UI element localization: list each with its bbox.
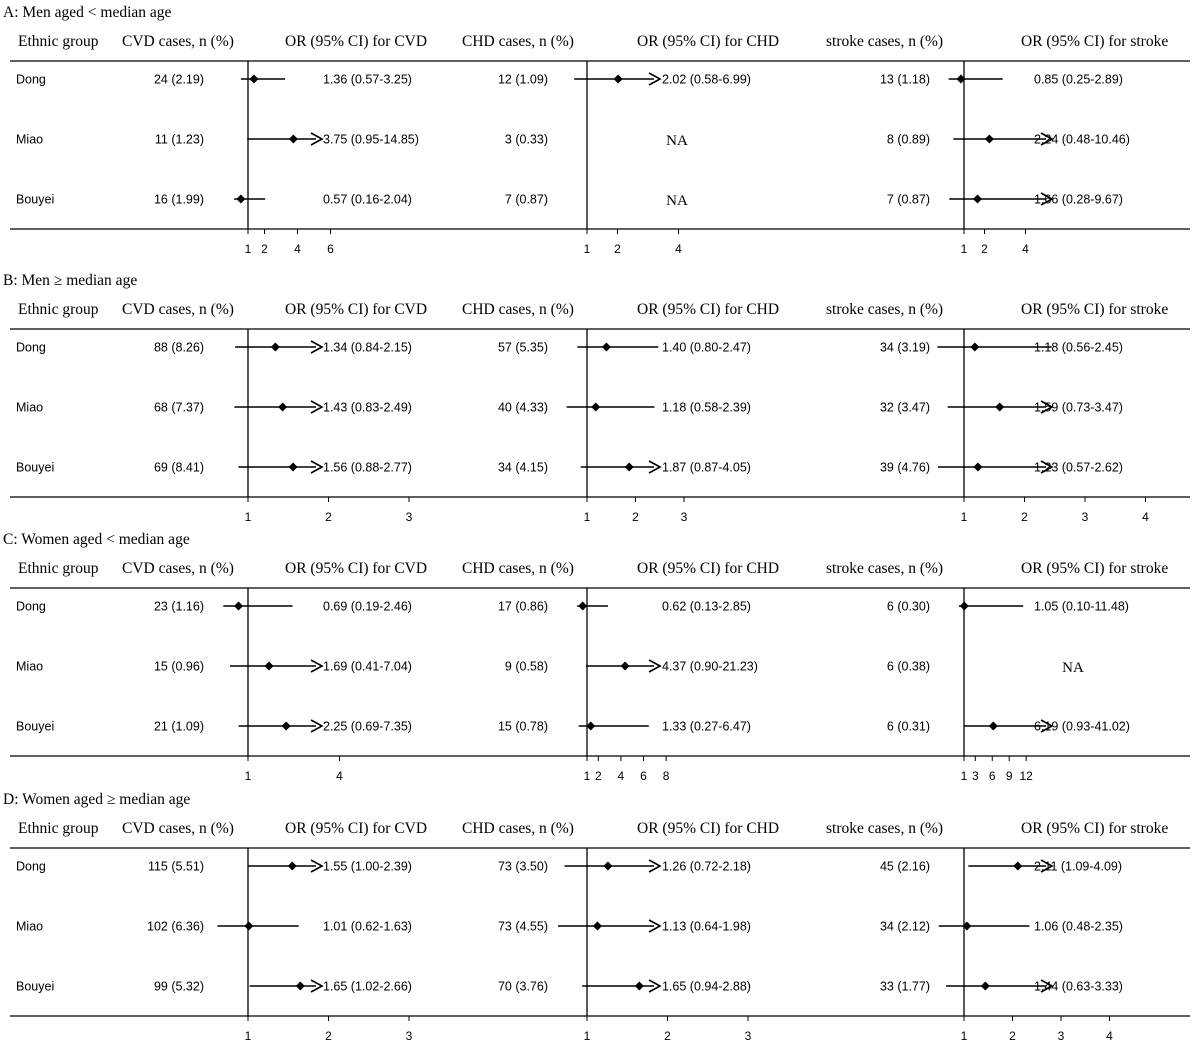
tick-label: 1	[244, 242, 252, 256]
or-point	[271, 343, 280, 352]
tick-label: 1	[583, 510, 591, 524]
or-ci-label: 0.57 (0.16-2.04)	[323, 192, 412, 207]
cases-value: 16 (1.99)	[153, 192, 204, 207]
or-ci-label: 1.65 (0.94-2.88)	[662, 979, 751, 994]
cases-value: 69 (8.41)	[153, 460, 204, 475]
cases-value: 15 (0.78)	[497, 719, 548, 734]
tick-label: 2	[614, 242, 621, 256]
or-point	[236, 195, 245, 204]
cases-value: 12 (1.09)	[497, 72, 548, 87]
or-ci-label: 1.06 (0.48-2.35)	[1034, 919, 1123, 934]
or-point	[625, 463, 634, 472]
or-point	[289, 463, 298, 472]
tick-label: 2	[1021, 510, 1028, 524]
tick-label: 6	[640, 769, 647, 783]
or-point	[282, 722, 291, 731]
column-header: CHD cases, n (%)	[462, 820, 574, 837]
or-ci-label: 0.85 (0.25-2.89)	[1034, 72, 1123, 87]
or-na-label: NA	[1062, 660, 1084, 676]
ethnic-group-label: Miao	[16, 132, 44, 147]
or-ci-label: 1.40 (0.80-2.47)	[662, 340, 751, 355]
cases-value: 3 (0.33)	[504, 132, 548, 147]
or-point	[1013, 862, 1022, 871]
cases-value: 102 (6.36)	[147, 919, 204, 934]
tick-label: 4	[294, 242, 301, 256]
cases-value: 70 (3.76)	[497, 979, 548, 994]
tick-label: 1	[244, 1029, 252, 1043]
cases-value: 34 (3.19)	[879, 340, 930, 355]
tick-label: 4	[1142, 510, 1149, 524]
cases-value: 24 (2.19)	[153, 72, 204, 87]
or-ci-label: 1.87 (0.87-4.05)	[662, 460, 751, 475]
or-ci-label: 2.24 (0.48-10.46)	[1034, 132, 1130, 147]
column-header: OR (95% CI) for CHD	[637, 820, 780, 837]
column-header: OR (95% CI) for CHD	[637, 301, 780, 318]
or-ci-label: 1.13 (0.64-1.98)	[662, 919, 751, 934]
or-point	[234, 602, 243, 611]
or-point	[602, 343, 611, 352]
tick-label: 1	[960, 242, 968, 256]
tick-label: 4	[617, 769, 625, 783]
tick-label: 3	[971, 769, 979, 783]
column-header: Ethnic group	[18, 33, 99, 50]
cases-value: 39 (4.76)	[879, 460, 930, 475]
ethnic-group-label: Miao	[16, 919, 44, 934]
or-ci-label: 1.43 (0.83-2.49)	[323, 400, 412, 415]
or-ci-label: 1.34 (0.84-2.15)	[323, 340, 412, 355]
cases-value: 32 (3.47)	[879, 400, 930, 415]
cases-value: 68 (7.37)	[153, 400, 204, 415]
or-point	[989, 722, 998, 731]
column-header: CVD cases, n (%)	[122, 560, 234, 577]
column-header: Ethnic group	[18, 560, 99, 577]
cases-value: 17 (0.86)	[497, 599, 548, 614]
column-header: stroke cases, n (%)	[826, 301, 944, 318]
or-point	[288, 862, 297, 871]
cases-value: 45 (2.16)	[879, 859, 930, 874]
forest-panel	[3, 791, 1190, 1043]
column-header: OR (95% CI) for stroke	[1021, 301, 1169, 318]
ethnic-group-label: Bouyei	[16, 719, 55, 734]
or-ci-label: 2.02 (0.58-6.99)	[662, 72, 751, 87]
or-ci-label: 1.69 (0.41-7.04)	[323, 659, 412, 674]
tick-label: 2	[325, 1029, 332, 1043]
column-header: stroke cases, n (%)	[826, 820, 944, 837]
tick-label: 1	[244, 510, 252, 524]
cases-value: 33 (1.77)	[879, 979, 930, 994]
cases-value: 34 (4.15)	[497, 460, 548, 475]
ethnic-group-label: Bouyei	[16, 979, 55, 994]
or-point	[591, 403, 600, 412]
column-header: Ethnic group	[18, 301, 99, 318]
cases-value: 6 (0.38)	[886, 659, 930, 674]
tick-label: 3	[405, 1029, 413, 1043]
or-point	[593, 922, 602, 931]
or-ci-label: 0.69 (0.19-2.46)	[323, 599, 412, 614]
or-point	[981, 982, 990, 991]
column-header: OR (95% CI) for CVD	[285, 820, 428, 837]
ethnic-group-label: Dong	[16, 599, 46, 614]
or-point	[973, 195, 982, 204]
or-ci-label: 1.18 (0.56-2.45)	[1034, 340, 1123, 355]
ethnic-group-label: Dong	[16, 72, 46, 87]
column-header: OR (95% CI) for CVD	[285, 301, 428, 318]
or-point	[973, 463, 982, 472]
tick-label: 2	[261, 242, 268, 256]
or-ci-label: 3.75 (0.95-14.85)	[323, 132, 419, 147]
or-ci-label: 1.66 (0.28-9.67)	[1034, 192, 1123, 207]
forest-panel	[3, 4, 1190, 256]
or-ci-label: 1.65 (1.02-2.66)	[323, 979, 412, 994]
ethnic-group-label: Bouyei	[16, 460, 55, 475]
column-header: OR (95% CI) for stroke	[1021, 820, 1169, 837]
or-point	[970, 343, 979, 352]
or-na-label: NA	[666, 133, 688, 149]
ethnic-group-label: Miao	[16, 400, 44, 415]
or-point	[278, 403, 287, 412]
or-ci-label: 1.56 (0.88-2.77)	[323, 460, 412, 475]
tick-label: 3	[405, 510, 413, 524]
tick-label: 2	[594, 769, 602, 783]
forest-panel	[3, 272, 1190, 524]
or-point	[289, 135, 298, 144]
column-header: OR (95% CI) for CVD	[285, 560, 428, 577]
ethnic-group-label: Dong	[16, 859, 46, 874]
tick-label: 4	[1106, 1029, 1113, 1043]
tick-label: 1	[960, 510, 968, 524]
or-point	[249, 75, 258, 84]
panel-title: A: Men aged < median age	[3, 4, 172, 21]
column-header: stroke cases, n (%)	[826, 33, 944, 50]
tick-label: 6	[988, 769, 996, 783]
tick-label: 1	[583, 242, 591, 256]
ethnic-group-label: Bouyei	[16, 192, 55, 207]
cases-value: 13 (1.18)	[879, 72, 930, 87]
or-ci-label: 1.18 (0.58-2.39)	[662, 400, 751, 415]
column-header: CHD cases, n (%)	[462, 301, 574, 318]
cases-value: 6 (0.30)	[886, 599, 930, 614]
column-header: CHD cases, n (%)	[462, 560, 574, 577]
tick-label: 1	[583, 1029, 591, 1043]
cases-value: 6 (0.31)	[886, 719, 930, 734]
cases-value: 21 (1.09)	[153, 719, 204, 734]
or-point	[995, 403, 1004, 412]
or-point	[296, 982, 305, 991]
or-ci-label: 1.23 (0.57-2.62)	[1034, 460, 1123, 475]
or-ci-label: 1.05 (0.10-11.48)	[1034, 599, 1129, 614]
tick-label: 1	[960, 1029, 968, 1043]
column-header: OR (95% CI) for CHD	[637, 560, 780, 577]
or-ci-label: 2.25 (0.69-7.35)	[323, 719, 412, 734]
or-point	[265, 662, 274, 671]
cases-value: 99 (5.32)	[153, 979, 204, 994]
cases-value: 34 (2.12)	[879, 919, 930, 934]
column-header: CHD cases, n (%)	[462, 33, 574, 50]
tick-label: 1	[244, 769, 252, 783]
or-ci-label: 1.01 (0.62-1.63)	[323, 919, 412, 934]
or-ci-label: 4.37 (0.90-21.23)	[662, 659, 758, 674]
or-point	[603, 862, 612, 871]
ethnic-group-label: Dong	[16, 340, 46, 355]
tick-label: 12	[1019, 769, 1033, 783]
forest-panel	[3, 531, 1190, 783]
or-point	[614, 75, 623, 84]
cases-value: 11 (1.23)	[154, 132, 204, 147]
tick-label: 4	[675, 242, 682, 256]
tick-label: 9	[1005, 769, 1013, 783]
tick-label: 2	[981, 242, 988, 256]
panel-title: D: Women aged ≥ median age	[3, 791, 191, 808]
column-header: OR (95% CI) for CVD	[285, 33, 428, 50]
tick-label: 2	[632, 510, 639, 524]
tick-label: 3	[1081, 510, 1089, 524]
column-header: OR (95% CI) for stroke	[1021, 33, 1169, 50]
cases-value: 23 (1.16)	[153, 599, 204, 614]
tick-label: 4	[1022, 242, 1029, 256]
cases-value: 115 (5.51)	[147, 859, 204, 874]
panel-title: C: Women aged < median age	[3, 531, 190, 548]
column-header: stroke cases, n (%)	[826, 560, 944, 577]
or-point	[621, 662, 630, 671]
or-ci-label: 1.59 (0.73-3.47)	[1034, 400, 1123, 415]
or-na-label: NA	[666, 193, 688, 209]
cases-value: 7 (0.87)	[504, 192, 548, 207]
or-point	[960, 602, 969, 611]
column-header: CVD cases, n (%)	[122, 301, 234, 318]
column-header: CVD cases, n (%)	[122, 820, 234, 837]
cases-value: 8 (0.89)	[886, 132, 930, 147]
cases-value: 57 (5.35)	[497, 340, 548, 355]
tick-label: 2	[1009, 1029, 1016, 1043]
or-point	[635, 982, 644, 991]
tick-label: 1	[583, 769, 591, 783]
or-ci-label: 1.55 (1.00-2.39)	[323, 859, 412, 874]
or-point	[244, 922, 253, 931]
tick-label: 6	[327, 242, 334, 256]
or-ci-label: 1.33 (0.27-6.47)	[662, 719, 751, 734]
cases-value: 9 (0.58)	[504, 659, 548, 674]
tick-label: 3	[680, 510, 688, 524]
column-header: CVD cases, n (%)	[122, 33, 234, 50]
or-ci-label: 1.36 (0.57-3.25)	[323, 72, 412, 87]
cases-value: 73 (3.50)	[497, 859, 548, 874]
tick-label: 3	[744, 1029, 752, 1043]
or-ci-label: 1.26 (0.72-2.18)	[662, 859, 751, 874]
tick-label: 2	[664, 1029, 671, 1043]
tick-label: 3	[1057, 1029, 1065, 1043]
cases-value: 15 (0.96)	[153, 659, 204, 674]
ethnic-group-label: Miao	[16, 659, 44, 674]
or-point	[578, 602, 587, 611]
cases-value: 7 (0.87)	[886, 192, 930, 207]
cases-value: 40 (4.33)	[497, 400, 548, 415]
column-header: Ethnic group	[18, 820, 99, 837]
tick-label: 4	[336, 769, 343, 783]
column-header: OR (95% CI) for CHD	[637, 33, 780, 50]
panel-title: B: Men ≥ median age	[3, 272, 138, 289]
or-ci-label: 0.62 (0.13-2.85)	[662, 599, 751, 614]
tick-label: 8	[662, 769, 670, 783]
tick-label: 2	[325, 510, 332, 524]
cases-value: 73 (4.55)	[497, 919, 548, 934]
tick-label: 1	[960, 769, 968, 783]
or-ci-label: 2.11 (1.09-4.09)	[1034, 859, 1123, 874]
cases-value: 88 (8.26)	[153, 340, 204, 355]
or-point	[985, 135, 994, 144]
or-ci-label: 6.19 (0.93-41.02)	[1034, 719, 1130, 734]
column-header: OR (95% CI) for stroke	[1021, 560, 1169, 577]
or-ci-label: 1.44 (0.63-3.33)	[1034, 979, 1123, 994]
